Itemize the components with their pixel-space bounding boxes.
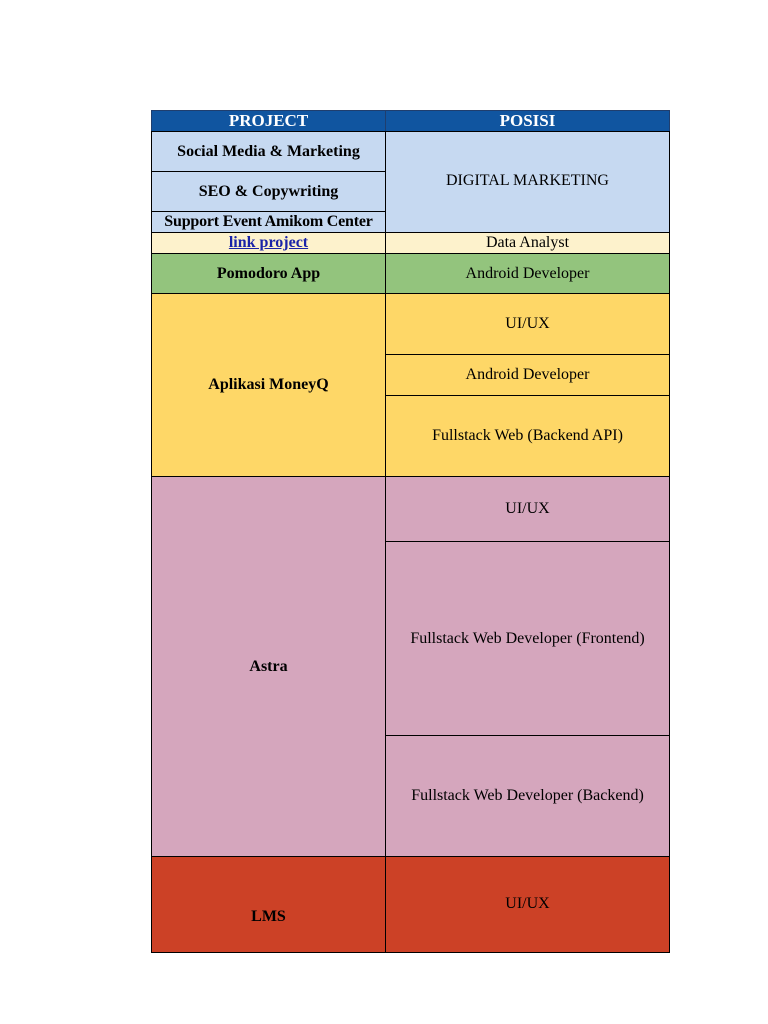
project-seo: SEO & Copywriting bbox=[151, 171, 386, 212]
link-project[interactable]: link project bbox=[228, 234, 309, 251]
header-posisi: POSISI bbox=[385, 110, 670, 132]
position-moneyq-backend: Fullstack Web (Backend API) bbox=[385, 395, 670, 477]
project-lms: LMS bbox=[151, 856, 386, 953]
position-astra-uiux: UI/UX bbox=[385, 476, 670, 542]
position-moneyq-android: Android Developer bbox=[385, 354, 670, 396]
project-pomodoro: Pomodoro App bbox=[151, 253, 386, 294]
project-link-cell bbox=[151, 232, 386, 254]
position-digital-marketing: DIGITAL MARKETING bbox=[385, 131, 670, 233]
position-astra-backend: Fullstack Web Developer (Backend) bbox=[385, 735, 670, 857]
position-lms-uiux: UI/UX bbox=[385, 856, 670, 953]
project-support-event: Support Event Amikom Center bbox=[151, 211, 386, 233]
project-moneyq: Aplikasi MoneyQ bbox=[151, 293, 386, 477]
position-pomodoro-android: Android Developer bbox=[385, 253, 670, 294]
position-data-analyst: Data Analyst bbox=[385, 232, 670, 254]
position-moneyq-uiux: UI/UX bbox=[385, 293, 670, 355]
project-social-media: Social Media & Marketing bbox=[151, 131, 386, 172]
header-project: PROJECT bbox=[151, 110, 386, 132]
project-position-table bbox=[151, 110, 670, 953]
position-astra-frontend: Fullstack Web Developer (Frontend) bbox=[385, 541, 670, 736]
project-astra: Astra bbox=[151, 476, 386, 857]
